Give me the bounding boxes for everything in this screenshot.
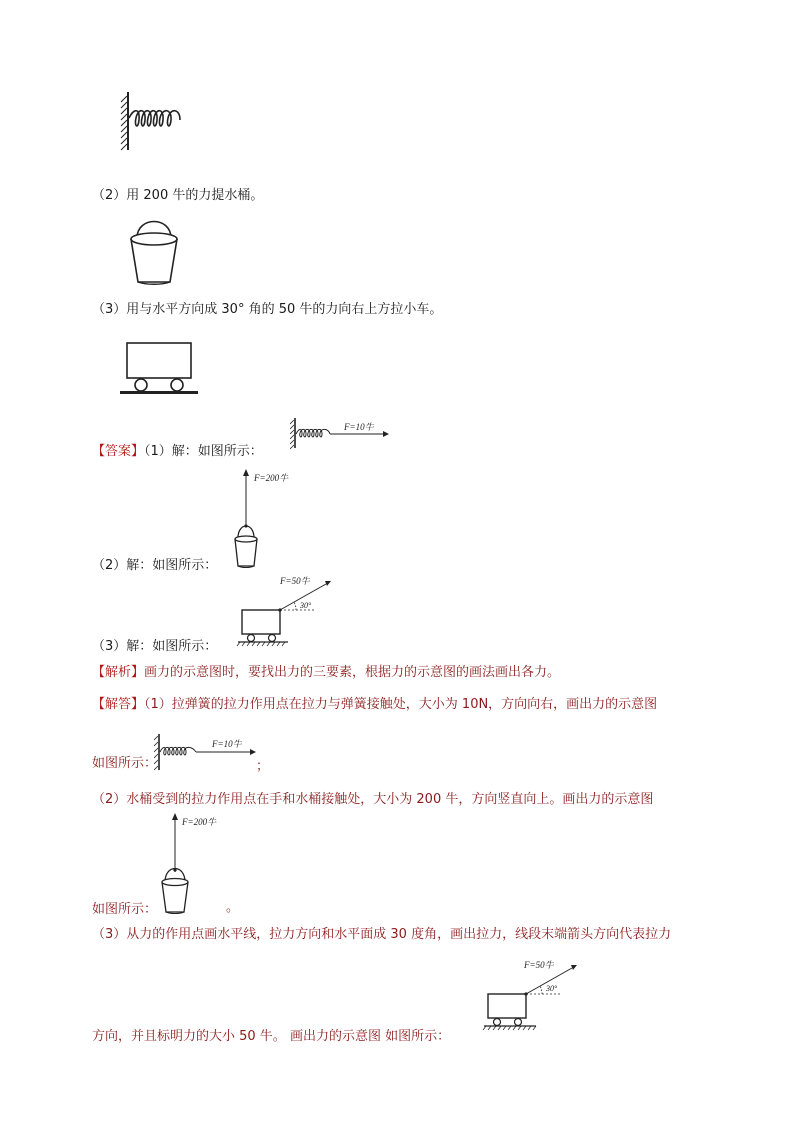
cart-force-figure-2 [478,954,582,1038]
force-label-50: F=50牛 [280,576,310,586]
angle-label: 30° [300,601,312,610]
solution-line-1b: 如图所示： [92,756,158,771]
solution-line-3a: （3）从力的作用点画水平线，拉力方向和水平面成 30 度角，画出拉力，线段末端箭头方向代表拉力 [92,927,672,942]
question-2: （2）用 200 牛的力提水桶。 [92,188,264,203]
answer-tag: 【答案】 [92,444,145,459]
solution-end-2: 。 [226,900,240,915]
solution-end-1: ； [256,759,270,774]
force-label-10-b: F=10牛 [212,739,242,749]
angle-label-b: 30° [546,984,558,993]
force-label-10: F=10牛 [344,422,374,432]
solution-line-3b: 方向，并且标明力的大小 50 牛。 画出力的示意图 如图所示： [92,1029,451,1044]
solution-line-2b: 如图所示： [92,902,158,917]
analysis-line: 【解析】画力的示意图时，要找出力的三要素，根据力的示意图的画法画出各力。 [92,665,561,680]
solution-line-1a: 【解答】（1）拉弹簧的拉力作用点在拉力与弹簧接触处，大小为 10N，方向向右，画出力的示意图 [92,697,658,712]
force-label-50-b: F=50牛 [524,960,554,970]
bucket-figure [126,212,182,288]
force-label-200: F=200牛 [254,473,289,483]
spring-wall-figure [118,90,190,154]
answer-line-2: （2）解：如图所示： [92,558,218,573]
cart-force-figure-1 [236,572,336,648]
spring-force-figure-1 [290,416,390,450]
answer-line-3: （3）解：如图所示： [92,639,218,654]
answer-line-1: 【答案】（1）解：如图所示： [92,444,263,459]
bucket-force-figure-1 [232,466,312,574]
cart-figure [118,340,200,398]
question-3: （3）用与水平方向成 30° 角的 50 牛的力向右上方拉小车。 [92,302,443,317]
spring-force-figure-2 [154,732,258,772]
solution-tag: 【解答】 [92,697,145,712]
solution-line-2a: （2）水桶受到的拉力作用点在手和水桶接触处，大小为 200 牛，方向竖直向上。画出力的示意图 [92,792,654,807]
analysis-tag: 【解析】 [92,665,145,680]
force-label-200-b: F=200牛 [182,817,217,827]
